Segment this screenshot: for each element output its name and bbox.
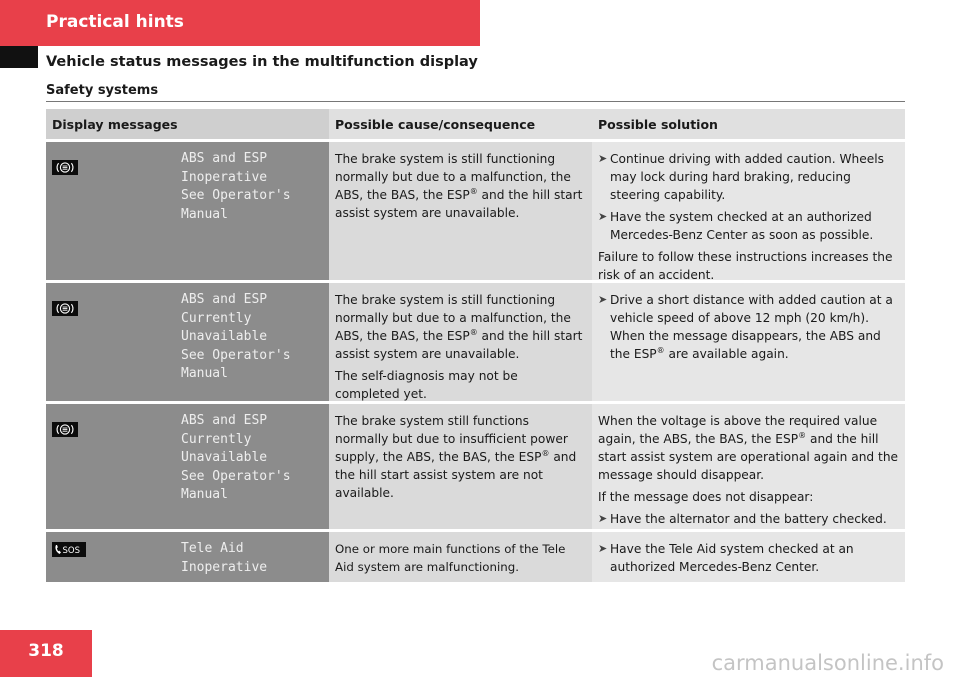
solution-step: ➤ Have the alternator and the battery checked. bbox=[598, 512, 887, 526]
cause-text: The brake system still functions normally but due to insufficient power supply, the ABS, the BAS, the ESP® and the hill start assist system are not available. bbox=[335, 414, 577, 500]
cause-cell bbox=[329, 283, 592, 401]
solution-cell bbox=[592, 404, 905, 529]
column-header: Display messages bbox=[46, 109, 329, 139]
solution-text: When the voltage is above the required value again, the ABS, the BAS, the ESP® and the hill start assist system are operational again and the message should disappear. bbox=[598, 414, 899, 482]
column-header: Possible cause/consequence bbox=[329, 109, 592, 139]
cause-text: The self-diagnosis may not be completed yet. bbox=[335, 369, 518, 401]
section-marker bbox=[0, 46, 38, 68]
svg-text:SOS: SOS bbox=[62, 546, 80, 556]
cause-text: The brake system is still functioning normally but due to a malfunction, the ABS, the BAS, the ESP® and the hill start assist system are unavailable. bbox=[335, 152, 583, 220]
table-header bbox=[46, 109, 905, 142]
solution-note: If the message does not disappear: bbox=[598, 490, 814, 504]
display-text: ABS and ESP Currently Unavailable See Operator's Manual bbox=[181, 413, 291, 502]
display-text: Tele Aid Inoperative bbox=[181, 541, 268, 575]
arrow-icon: ➤ bbox=[598, 152, 608, 165]
brake-warning-icon bbox=[52, 301, 78, 316]
subsection-title: Safety systems bbox=[46, 83, 159, 98]
solution-step: ➤ Continue driving with added caution. Wheels may lock during hard braking, reducing steering capability. bbox=[598, 152, 885, 202]
section-title: Vehicle status messages in the multifunction display bbox=[46, 54, 478, 70]
cause-cell bbox=[329, 532, 592, 582]
table-row bbox=[46, 283, 905, 404]
solution-cell bbox=[592, 283, 905, 401]
page-number: 318 bbox=[28, 641, 64, 661]
messages-table bbox=[46, 109, 905, 585]
table-row bbox=[46, 142, 905, 283]
table-row bbox=[46, 532, 905, 585]
brake-warning-icon bbox=[52, 160, 78, 175]
cause-cell bbox=[329, 404, 592, 529]
arrow-icon: ➤ bbox=[598, 512, 608, 525]
display-text: ABS and ESP Currently Unavailable See Operator's Manual bbox=[181, 292, 291, 381]
divider bbox=[46, 101, 905, 102]
sos-phone-icon bbox=[52, 542, 86, 557]
display-text: ABS and ESP Inoperative See Operator's Manual bbox=[181, 151, 291, 222]
display-message-cell bbox=[46, 404, 329, 529]
solution-note: Failure to follow these instructions increases the risk of an accident. bbox=[598, 250, 893, 282]
solution-step: ➤ Drive a short distance with added caution at a vehicle speed of above 12 mph (20 km/h). When the message disappears, the ABS and the ESP® are available again. bbox=[598, 293, 893, 361]
column-header: Possible solution bbox=[592, 109, 905, 139]
solution-step: ➤ Have the system checked at an authorized Mercedes-Benz Center as soon as possible. bbox=[598, 210, 874, 242]
arrow-icon: ➤ bbox=[598, 293, 608, 306]
chapter-banner bbox=[0, 0, 480, 46]
solution-cell bbox=[592, 142, 905, 280]
display-message-cell bbox=[46, 142, 329, 280]
page-number-box bbox=[0, 630, 92, 677]
cause-text: One or more main functions of the Tele Aid system are malfunctioning. bbox=[335, 542, 566, 574]
watermark: carmanualsonline.info bbox=[711, 651, 944, 675]
display-message-cell bbox=[46, 532, 329, 582]
cause-cell bbox=[329, 142, 592, 280]
display-message-cell bbox=[46, 283, 329, 401]
cause-text: The brake system is still functioning normally but due to a malfunction, the ABS, the BAS, the ESP® and the hill start assist system are unavailable. bbox=[335, 293, 583, 361]
solution-step: ➤ Have the Tele Aid system checked at an authorized Mercedes-Benz Center. bbox=[598, 542, 854, 574]
brake-warning-icon bbox=[52, 422, 78, 437]
arrow-icon: ➤ bbox=[598, 210, 608, 223]
arrow-icon: ➤ bbox=[598, 542, 608, 555]
solution-cell bbox=[592, 532, 905, 582]
chapter-title: Practical hints bbox=[46, 12, 184, 32]
table-row bbox=[46, 404, 905, 532]
